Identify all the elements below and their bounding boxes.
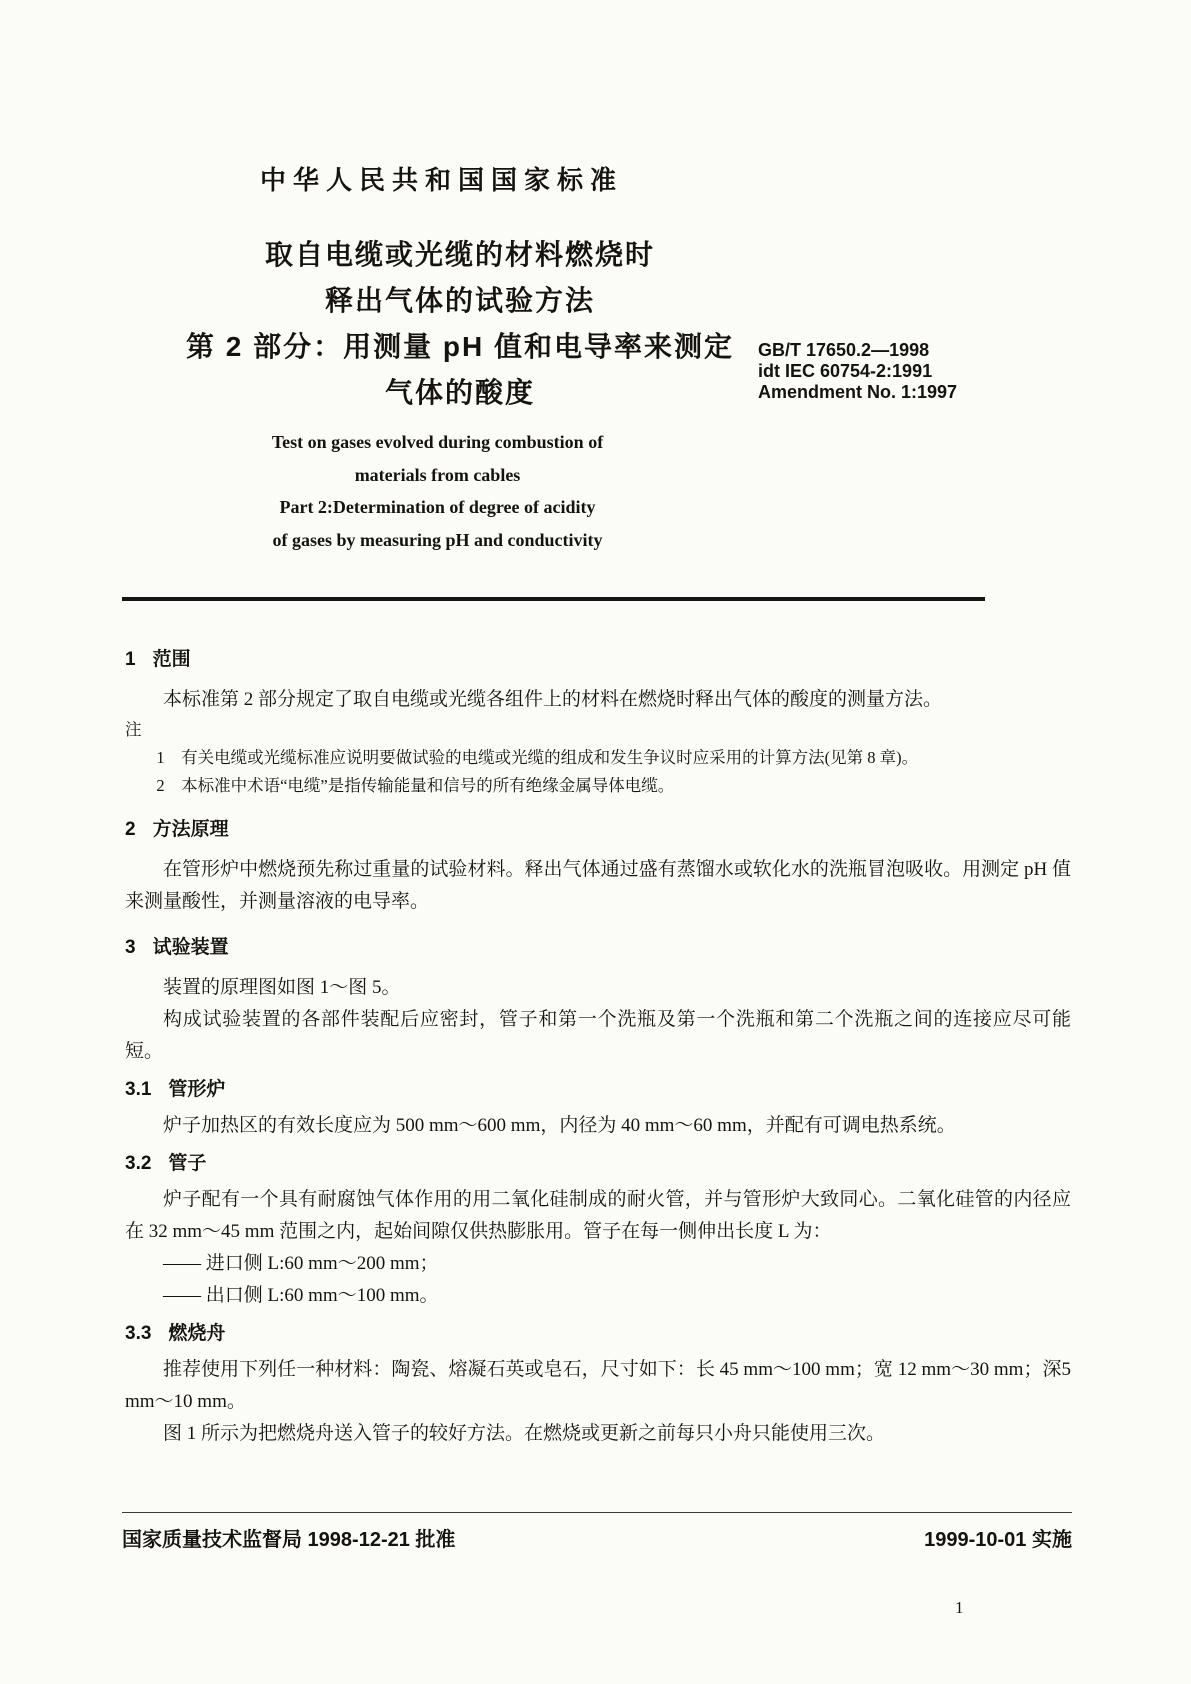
document-body xyxy=(125,630,1071,1450)
title-divider-rule xyxy=(122,597,985,601)
implementation-text: 1999-10-01 实施 xyxy=(924,1529,1072,1551)
note-2: 2 本标准中术语“电缆”是指传输能量和信号的所有绝缘金属导体电缆。 xyxy=(156,776,675,795)
english-title-line-1: Test on gases evolved during combustion of xyxy=(271,432,604,452)
chinese-title-line-4: 气体的酸度 xyxy=(384,377,535,408)
section-3-paragraph-1: 装置的原理图如图 1～图 5。 xyxy=(163,977,401,998)
section-1-number: 1 xyxy=(125,649,136,670)
chinese-title-line-3: 第 2 部分：用测量 pH 值和电导率来测定 xyxy=(185,331,734,362)
standard-type-title: 中华人民共和国国家标准 xyxy=(260,165,624,195)
section-3-1-heading xyxy=(125,1074,1071,1106)
english-title-line-2: materials from cables xyxy=(354,464,521,485)
page-number: 1 xyxy=(955,1598,964,1617)
section-2-number: 2 xyxy=(125,819,136,840)
section-3-paragraph-2: 构成试验装置的各部件装配后应密封，管子和第一个洗瓶及第一个洗瓶和第二个洗瓶之间的连接应尽可能短。 xyxy=(125,1009,1071,1062)
section-3-3-paragraph-1: 推荐使用下列任一种材料：陶瓷、熔凝石英或皂石，尺寸如下：长 45 mm～100 mm；宽 12 mm～30 mm；深5 mm～10 mm。 xyxy=(125,1359,1071,1412)
section-3-3-paragraph-2: 图 1 所示为把燃烧舟送入管子的较好方法。在燃烧或更新之前每只小舟只能使用三次。 xyxy=(163,1423,886,1444)
section-3-3-number: 3.3 xyxy=(125,1323,152,1344)
section-3-heading xyxy=(125,932,1071,964)
section-1-paragraph: 本标准第 2 部分规定了取自电缆或光缆各组件上的材料在燃烧时释出气体的酸度的测量方法。 xyxy=(163,689,943,710)
section-2-heading xyxy=(125,814,1071,846)
standard-number-amendment: Amendment No. 1:1997 xyxy=(758,382,958,402)
section-2-title: 方法原理 xyxy=(152,819,229,840)
chinese-title-line-1: 取自电缆或光缆的材料燃烧时 xyxy=(264,239,655,270)
section-1-heading xyxy=(125,644,1071,676)
inlet-side-item: —— 进口侧 L:60 mm～200 mm； xyxy=(163,1253,439,1274)
english-title xyxy=(185,426,690,556)
section-3-2-title: 管子 xyxy=(168,1153,207,1174)
section-3-2-number: 3.2 xyxy=(125,1153,152,1174)
section-3-title: 试验装置 xyxy=(152,937,229,958)
note-label: 注 xyxy=(125,720,142,739)
section-3-1-paragraph: 炉子加热区的有效长度应为 500 mm～600 mm，内径为 40 mm～60 mm，并配有可调电热系统。 xyxy=(163,1115,956,1136)
section-3-1-title: 管形炉 xyxy=(168,1079,226,1100)
page-footer xyxy=(122,1512,1072,1552)
approval-text: 国家质量技术监督局 1998-12-21 批准 xyxy=(122,1529,456,1551)
standard-number-idt: idt IEC 60754-2:1991 xyxy=(758,361,933,381)
english-title-line-4: of gases by measuring pH and conductivity xyxy=(272,529,603,550)
section-3-1-number: 3.1 xyxy=(125,1079,152,1100)
section-3-3-title: 燃烧舟 xyxy=(168,1323,226,1344)
english-title-line-3: Part 2:Determination of degree of acidity xyxy=(279,497,596,517)
standard-number-gb: GB/T 17650.2—1998 xyxy=(758,340,930,360)
section-3-2-paragraph: 炉子配有一个具有耐腐蚀气体作用的用二氧化硅制成的耐火管，并与管形炉大致同心。二氧化硅管的内径应在 32 mm～45 mm 范围之内，起始间隙仅供热膨胀用。管子在每一侧伸出长度 L 为： xyxy=(125,1189,1071,1242)
chinese-title-line-2: 释出气体的试验方法 xyxy=(324,285,595,316)
section-2-paragraph: 在管形炉中燃烧预先称过重量的试验材料。释出气体通过盛有蒸馏水或软化水的洗瓶冒泡吸收。用测定 pH 值来测量酸性，并测量溶液的电导率。 xyxy=(125,859,1071,912)
section-3-3-heading xyxy=(125,1318,1071,1350)
chinese-title xyxy=(175,232,745,416)
outlet-side-item: —— 出口侧 L:60 mm～100 mm。 xyxy=(163,1285,439,1306)
standard-number-block xyxy=(758,340,957,403)
section-3-number: 3 xyxy=(125,937,136,958)
section-1-title: 范围 xyxy=(152,649,191,670)
section-3-2-heading xyxy=(125,1148,1071,1180)
note-1: 1 有关电缆或光缆标准应说明要做试验的电缆或光缆的组成和发生争议时应采用的计算方法(见第 8 章)。 xyxy=(156,748,919,767)
